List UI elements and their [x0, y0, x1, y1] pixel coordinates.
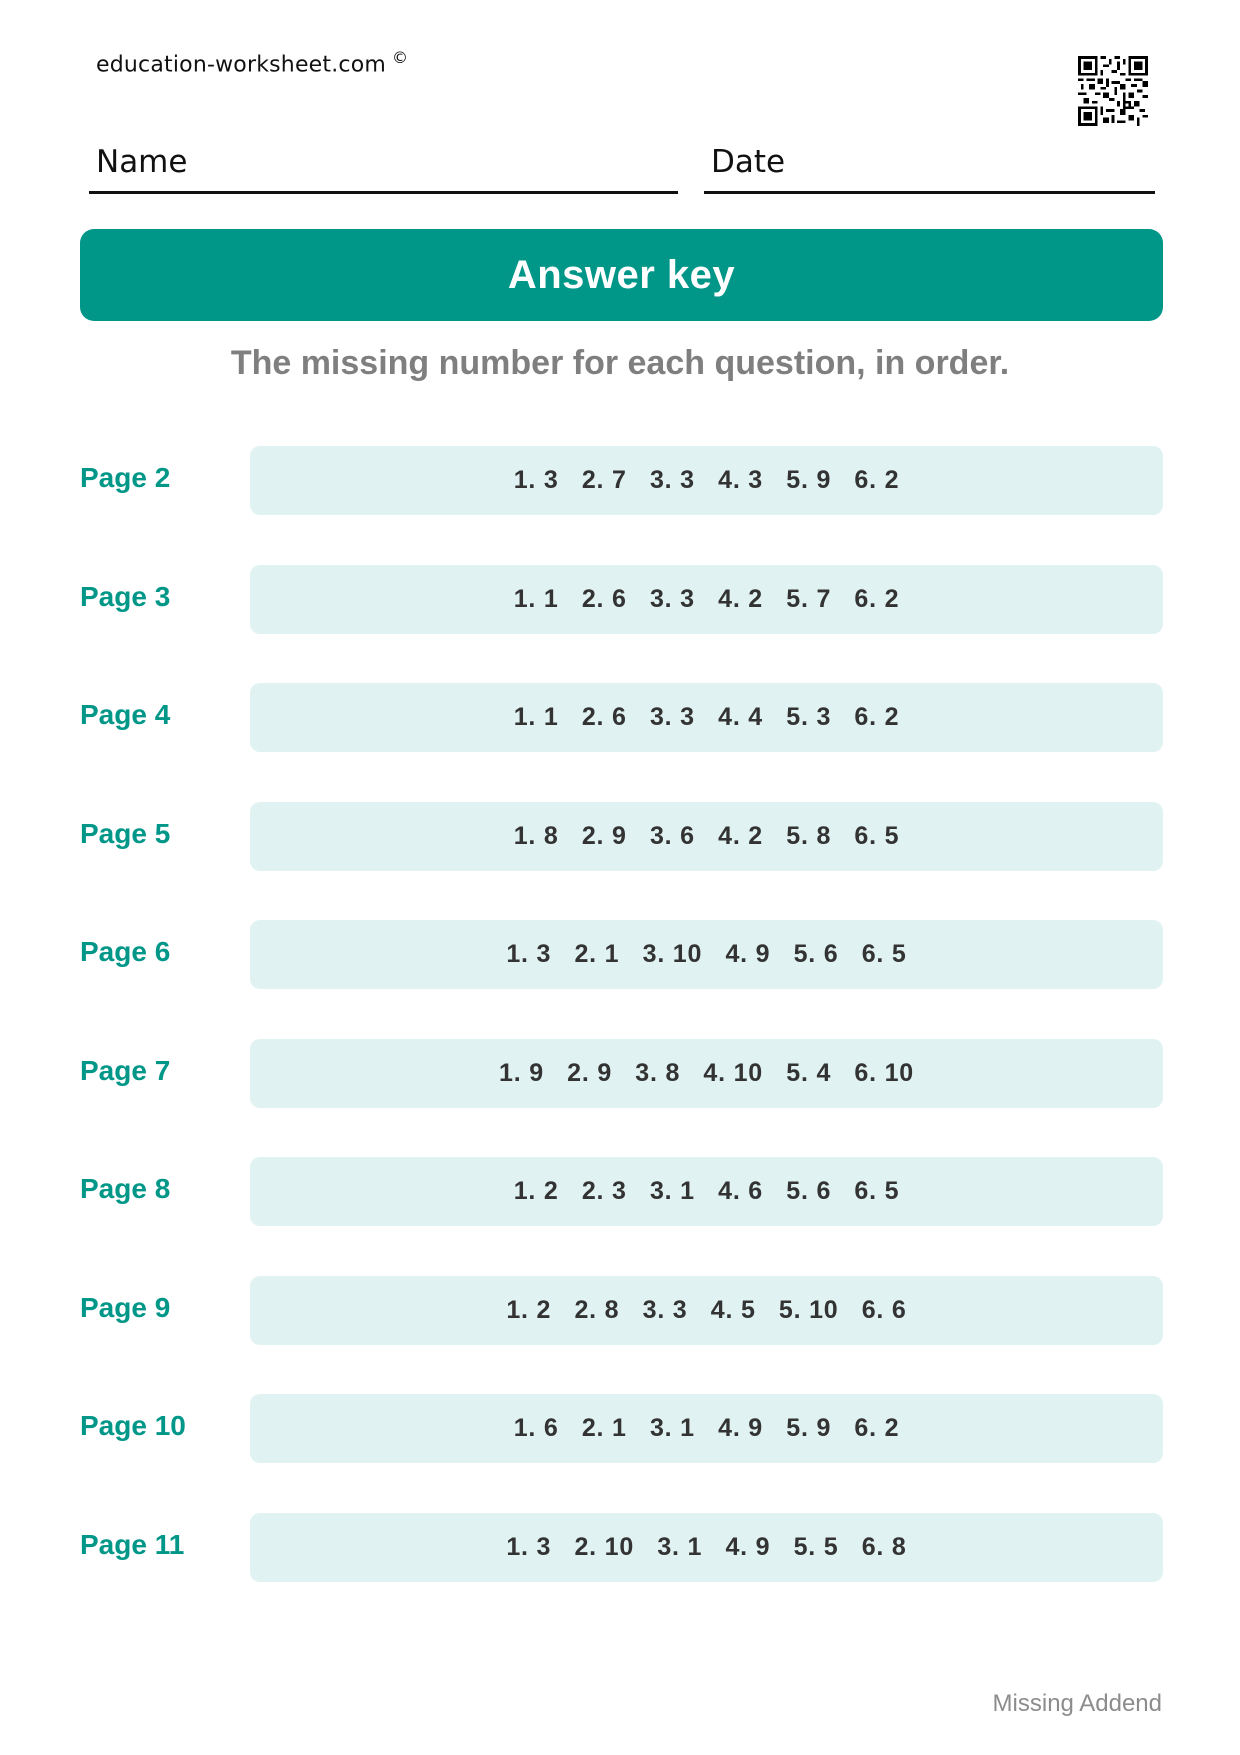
answers-box: 1. 2 2. 3 3. 1 4. 6 5. 6 6. 5 [250, 1157, 1163, 1226]
page-label: Page 8 [80, 1173, 171, 1204]
answer-row [0, 565, 1240, 684]
answers-box: 1. 9 2. 9 3. 8 4. 10 5. 4 6. 10 [250, 1039, 1163, 1108]
banner-title: Answer key [507, 253, 736, 297]
answers-box: 1. 6 2. 1 3. 1 4. 9 5. 9 6. 2 [250, 1394, 1163, 1463]
page-label: Page 5 [80, 817, 171, 849]
answer-row [0, 446, 1240, 565]
answer-row [0, 1039, 1240, 1158]
name-field[interactable] [89, 140, 678, 194]
answer-list [0, 446, 1240, 1631]
answers-box: 1. 3 2. 10 3. 1 4. 9 5. 5 6. 8 [250, 1513, 1163, 1582]
answer-row [0, 1157, 1240, 1276]
date-field[interactable] [704, 140, 1155, 194]
page-label: Page 2 [80, 462, 171, 493]
page-label: Page 7 [80, 1054, 171, 1086]
answer-row [0, 920, 1240, 1039]
answers-box: 1. 2 2. 8 3. 3 4. 5 5. 10 6. 6 [250, 1276, 1163, 1345]
answers-box: 1. 1 2. 6 3. 3 4. 4 5. 3 6. 2 [250, 683, 1163, 752]
answers-box: 1. 3 2. 7 3. 3 4. 3 5. 9 6. 2 [250, 446, 1163, 515]
page-label: Page 9 [80, 1291, 171, 1323]
worksheet-topic: Missing Addend [992, 1690, 1162, 1717]
page-label: Page 10 [80, 1410, 186, 1441]
page-label: Page 11 [80, 1528, 185, 1560]
qr-code-icon [1078, 56, 1148, 126]
answers-box: 1. 3 2. 1 3. 10 4. 9 5. 6 6. 5 [250, 920, 1163, 989]
answer-row [0, 1276, 1240, 1395]
answer-row [0, 1394, 1240, 1513]
answer-row [0, 802, 1240, 921]
page-label: Page 3 [80, 580, 171, 612]
site-url: education-worksheet.com [96, 52, 387, 78]
instructions: The missing number for each question, in order. [230, 344, 1010, 382]
site-name [96, 48, 408, 77]
page-label: Page 4 [80, 699, 171, 730]
answer-key-banner [80, 229, 1163, 321]
copyright-symbol: © [392, 48, 409, 67]
date-label: Date [711, 144, 786, 180]
answers-box: 1. 1 2. 6 3. 3 4. 2 5. 7 6. 2 [250, 565, 1163, 634]
answers-box: 1. 8 2. 9 3. 6 4. 2 5. 8 6. 5 [250, 802, 1163, 871]
page-label: Page 6 [80, 936, 171, 967]
answer-row [0, 683, 1240, 802]
name-label: Name [96, 144, 188, 180]
answer-row [0, 1513, 1240, 1632]
